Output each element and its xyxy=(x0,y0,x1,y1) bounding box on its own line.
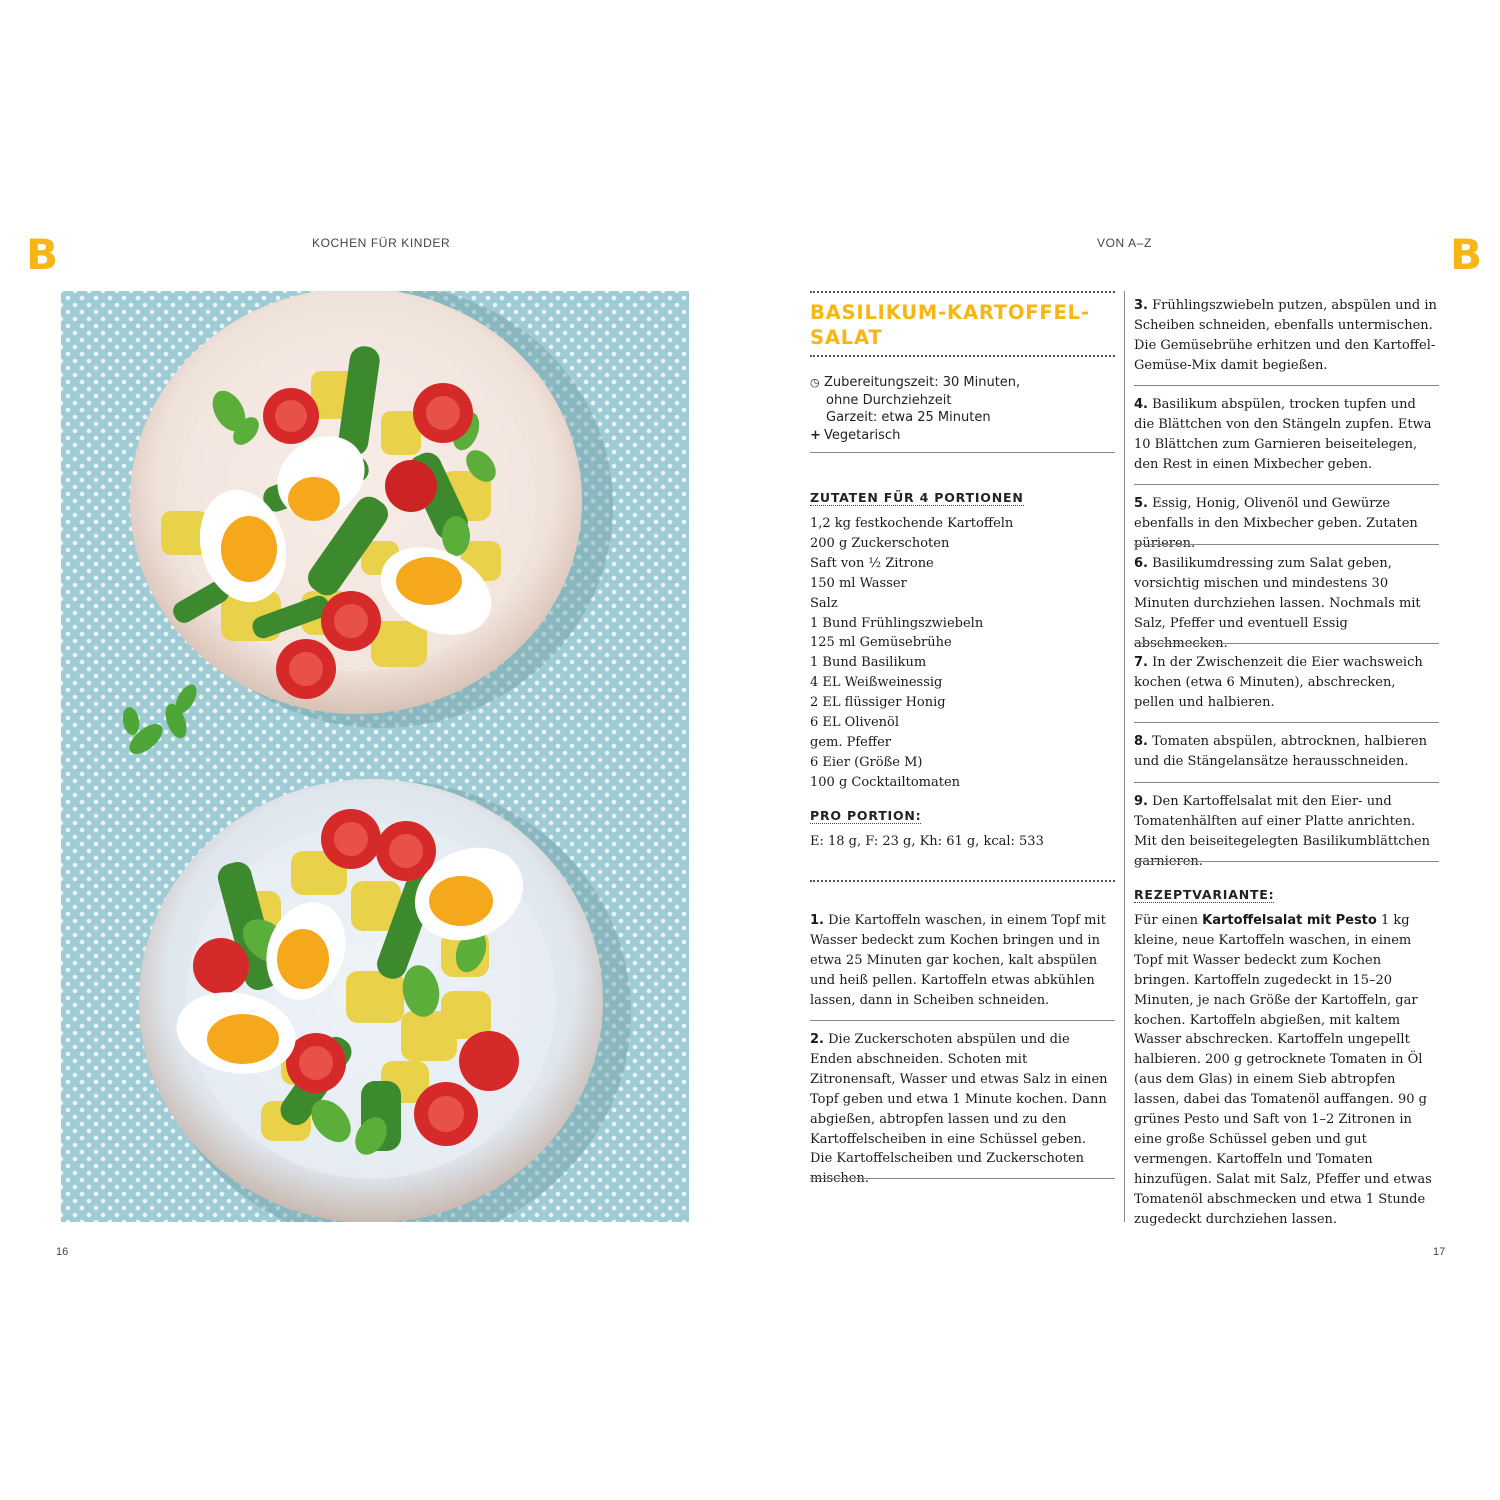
divider xyxy=(810,1020,1115,1021)
ingredient-item: 4 EL Weißweinessig xyxy=(810,675,943,691)
divider-dotted xyxy=(810,355,1115,357)
column-separator xyxy=(1124,291,1125,1222)
divider xyxy=(1134,643,1439,644)
time-line3: Garzeit: etwa 25 Minuten xyxy=(826,410,991,425)
divider xyxy=(810,1178,1115,1179)
ingredient-item: gem. Pfeffer xyxy=(810,734,892,750)
divider xyxy=(1134,544,1439,545)
ingredients-list xyxy=(810,514,1110,793)
ingredient-item: 6 Eier (Größe M) xyxy=(810,754,923,770)
ingredients-heading: ZUTATEN FÜR 4 PORTIONEN xyxy=(810,490,1024,505)
step-8: 8. Tomaten abspülen, abtrocknen, halbieren und die Stängelansätze herausschneiden. xyxy=(1134,734,1427,769)
step-2: 2. Die Zuckerschoten abspülen und die Enden abschneiden. Schoten mit Zitronensaft, Wasser und etwas Salz in einen Topf geben und etwa 1 Minute kochen. Dann abgießen, abtropfen lassen und zu den Kartoffelscheiben in eine Schüssel geben. Die Kartoffelscheiben und Zuckerschoten mischen. xyxy=(810,1032,1108,1187)
portion-heading: PRO PORTION: xyxy=(810,808,922,823)
divider xyxy=(1134,782,1439,783)
divider xyxy=(1134,484,1439,485)
recipe-title-line2: SALAT xyxy=(810,326,883,349)
salad-photo xyxy=(61,291,689,1222)
ingredient-item: 100 g Cocktailtomaten xyxy=(810,774,961,790)
variant-heading: REZEPTVARIANTE: xyxy=(1134,887,1275,902)
portion-nutrition: E: 18 g, F: 23 g, Kh: 61 g, kcal: 533 xyxy=(810,834,1044,849)
divider-dotted xyxy=(810,291,1115,293)
section-letter-left: B xyxy=(26,230,59,279)
ingredient-item: 6 EL Olivenöl xyxy=(810,715,900,731)
ingredient-item: 125 ml Gemüsebrühe xyxy=(810,635,952,651)
step-3: 3. Frühlingszwiebeln putzen, abspülen und in Scheiben schneiden, ebenfalls untermischen. Die Gemüsebrühe erhitzen und den Kartoffel-Gemüse-Mix damit begießen. xyxy=(1134,298,1437,373)
divider-dotted xyxy=(810,880,1115,882)
recipe-meta xyxy=(810,374,1020,444)
step-6: 6. Basilikumdressing zum Salat geben, vorsichtig mischen und mindestens 30 Minuten durchziehen lassen. Nochmals mit Salz, Pfeffer und eventuell Essig abschmecken. xyxy=(1134,556,1421,651)
divider xyxy=(1134,861,1439,862)
step-4: 4. Basilikum abspülen, trocken tupfen und die Blättchen von den Stängeln zupfen. Etwa 10 Blättchen zum Garnieren beiseitelegen, den Rest in einen Mixbecher geben. xyxy=(1134,397,1432,472)
ingredient-item: Saft von ½ Zitrone xyxy=(810,555,934,571)
ingredient-item: 2 EL flüssiger Honig xyxy=(810,695,946,711)
divider xyxy=(1134,722,1439,723)
recipe-title xyxy=(810,300,1115,350)
ingredient-item: 1,2 kg festkochende Kartoffeln xyxy=(810,516,1014,531)
ingredient-item: Salz xyxy=(810,595,838,611)
step-5: 5. Essig, Honig, Olivenöl und Gewürze ebenfalls in den Mixbecher geben. Zutaten pürieren. xyxy=(1134,496,1418,551)
recipe-title-line1: BASILIKUM-KARTOFFEL- xyxy=(810,301,1090,324)
step-1: 1. Die Kartoffeln waschen, in einem Topf mit Wasser bedeckt zum Kochen bringen und in etwa 25 Minuten gar kochen, kalt abspülen und heiß pellen. Kartoffeln etwas abkühlen lassen, dann in Scheiben schneiden. xyxy=(810,913,1106,1008)
running-header-right: VON A–Z xyxy=(1097,236,1152,250)
clock-icon: ◷ xyxy=(810,376,820,389)
divider xyxy=(1134,385,1439,386)
page-number-left: 16 xyxy=(56,1246,69,1258)
salad-bowls-illustration xyxy=(61,291,689,1222)
page-number-right: 17 xyxy=(1433,1246,1446,1258)
variant-text: Für einen Kartoffelsalat mit Pesto 1 kg kleine, neue Kartoffeln waschen, in einem Topf mit Wasser bedeckt zum Kochen bringen. Kartoffeln zugedeckt in 15–20 Minuten, je nach Größe der Kartoffeln, gar kochen. Kartoffeln abgießen, mit kaltem Wasser abschrecken. Kartoffeln ungepellt halbieren. 200 g getrocknete Tomaten in Öl (aus dem Glas) in einem Sieb abtropfen lassen, dabei das Tomatenöl auffangen. 90 g grünes Pesto und Saft von 1–2 Zitronen in eine große Schüssel geben und gut vermengen. Kartoffeln und Tomaten hinzufügen. Salat mit Salz, Pfeffer und etwas Tomatenöl abschmecken und etwa 1 Stunde zugedeckt durchziehen lassen. xyxy=(1134,913,1432,1227)
ingredient-item: 200 g Zuckerschoten xyxy=(810,535,950,551)
ingredient-item: 1 Bund Basilikum xyxy=(810,655,927,671)
step-9: 9. Den Kartoffelsalat mit den Eier- und Tomatenhälften auf einer Platte anrichten. Mit den beiseitegelegten Basilikumblättchen garnieren. xyxy=(1134,794,1430,869)
running-header-left: KOCHEN FÜR KINDER xyxy=(312,236,451,250)
variant-name: Kartoffelsalat mit Pesto xyxy=(1202,913,1377,928)
plus-icon: + xyxy=(810,427,821,443)
ingredient-item: 150 ml Wasser xyxy=(810,575,907,591)
step-7: 7. In der Zwischenzeit die Eier wachsweich kochen (etwa 6 Minuten), abschrecken, pellen und halbieren. xyxy=(1134,655,1423,710)
vegetarian-label: Vegetarisch xyxy=(824,427,901,443)
divider xyxy=(810,452,1115,453)
ingredient-item: 1 Bund Frühlingszwiebeln xyxy=(810,615,984,631)
section-letter-right: B xyxy=(1450,230,1483,279)
time-line1: Zubereitungszeit: 30 Minuten, xyxy=(824,375,1021,390)
time-line2: ohne Durchziehzeit xyxy=(826,392,952,408)
